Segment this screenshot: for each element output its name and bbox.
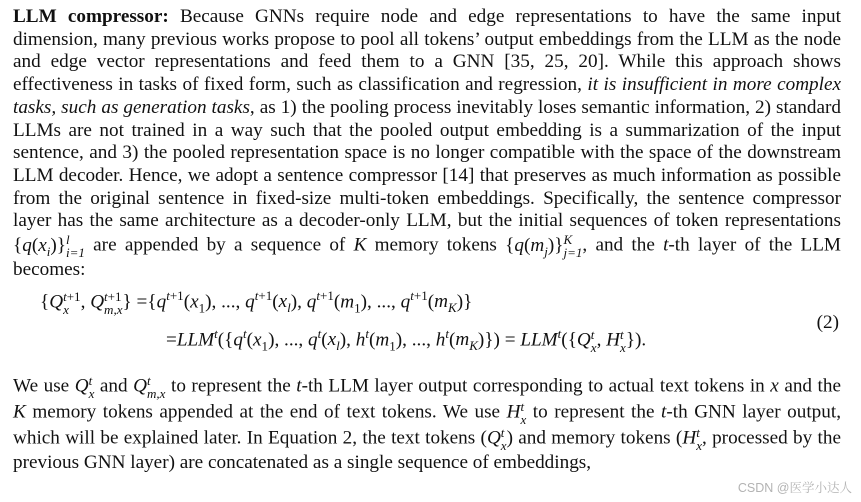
math-K: K [353, 234, 367, 256]
paper-page [13, 6, 841, 475]
paragraph-llm-compressor: LLM compressor: Because GNNs require node and edge representations to have the same input dimension, many previous works propose to pool all tokens’ output embeddings from the LLM as the node and edge vector representations and feed them to a GNN [35, 25, 20]. While this approach shows effectiveness in tasks of fixed form, such as classification and regression, it is insufficient in more complex tasks, such as generation tasks, as 1) the pooling process inevitably loses semantic information, 2) standard LLMs are not trained in a way such that the pooled output embedding is a summarization of the input sentence, and 3) the pooled representation space is no longer compatible with the space of the downstream LLM decoder. Hence, we adopt a sentence compressor [14] that preserves as much information as possible from the original sentence in fixed-size multi-token embeddings. Specifically, the sentence compressor layer has the same architecture as a decoder-only LLM, but the initial sequences of token representations $\{q(x_i)\}$ l i=1 are appended by a sequence of K memory tokens $\{q(m_j)\}$ K j=1 , and the t-th layer of the LLM becomes: [13, 6, 842, 281]
equation-number: (2) [816, 311, 839, 333]
paragraph-notation: We use Q t x and Q t m,x to represent the t-th LLM layer output corresponding to actual text tokens in x and the K memory tokens appended at the end of text tokens. We use H t x to represent the t-th GNN layer output, which will be explained later. In Equation 2, the text tokens (Q t x ) and memory tokens (H t x , processed by the previous GNN layer) are concatenated as a single sequence of embeddings, [13, 372, 841, 474]
math-memory-tokens: $\{q(m_j)\}$ K j=1 [505, 232, 583, 261]
emphasized-text: it is insufficient in more complex tasks, such as generation tasks [13, 74, 842, 118]
watermark: CSDN @医学小达人 [737, 481, 852, 495]
equation-line-1: {Q t+1 x , Q t+1 m,x } $=\{q^{t+1}(x_1)$, ..., $q^{t+1}(x_l)$, $q^{t+1}(m_1)$, ..., $q^{t+1}(m_K)$} [40, 287, 473, 317]
equation-line-2: $=LLM^t(\{q^t(x_1)$, ..., $q^t(x_l)$, $h^t(m_1)$, ..., $h^t(m_K)\}) = LLM^t(\{Q$ t x , H t x }). [166, 325, 647, 355]
math-t: t [663, 234, 669, 256]
math-token-sequence: $\{q(x_i)\}$ l i=1 [13, 232, 85, 261]
paragraph-heading: LLM compressor: [13, 6, 169, 27]
equation-2 [13, 287, 841, 366]
